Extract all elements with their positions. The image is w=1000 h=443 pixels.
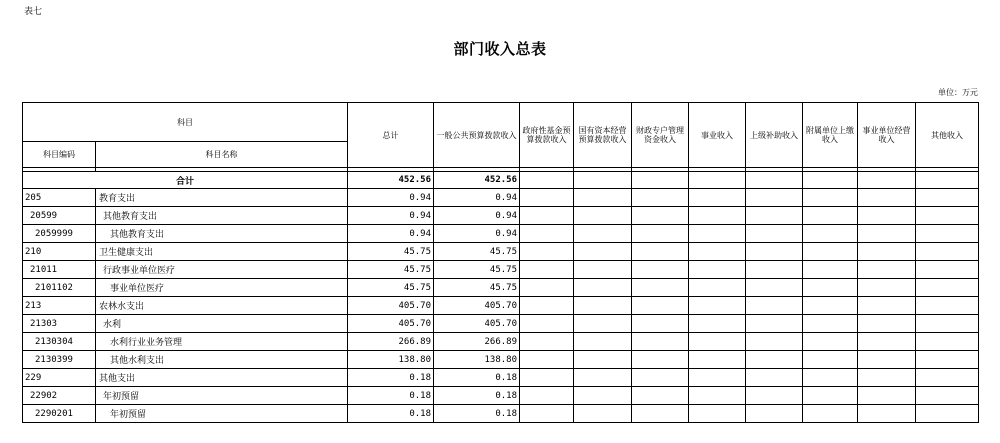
empty-cell [574,387,632,405]
empty-cell [746,261,803,279]
empty-cell [916,387,979,405]
empty-cell [858,351,916,369]
row-name: 水利行业业务管理 [96,333,348,351]
row-total: 138.80 [348,351,434,369]
header-total: 总计 [348,103,434,168]
empty-cell [858,333,916,351]
empty-cell [520,297,574,315]
empty-cell [632,351,689,369]
empty-cell [632,243,689,261]
empty-cell [632,279,689,297]
row-code: 229 [23,369,96,387]
row-total: 405.70 [348,297,434,315]
empty-cell [689,333,746,351]
row-general-budget: 405.70 [434,315,520,333]
row-code: 2130399 [23,351,96,369]
row-name: 农林水支出 [96,297,348,315]
row-general-budget: 0.94 [434,207,520,225]
empty-cell [689,279,746,297]
row-total: 405.70 [348,315,434,333]
empty-cell [803,243,858,261]
empty-cell [746,225,803,243]
empty-cell [916,315,979,333]
empty-cell [746,369,803,387]
row-total: 45.75 [348,261,434,279]
empty-cell [520,207,574,225]
empty-cell [689,315,746,333]
empty-cell [632,261,689,279]
empty-cell [916,405,979,423]
row-general-budget: 0.18 [434,369,520,387]
empty-cell [746,315,803,333]
header-general-budget: 一般公共预算拨款收入 [434,103,520,168]
empty-cell [746,333,803,351]
row-general-budget: 0.18 [434,387,520,405]
empty-cell [689,261,746,279]
empty-cell [520,315,574,333]
empty-cell [574,405,632,423]
table-row [23,279,979,297]
row-general-budget: 266.89 [434,333,520,351]
total-label: 合计 [23,172,348,189]
empty-cell [574,351,632,369]
empty-cell [858,189,916,207]
empty-cell [520,351,574,369]
header-subject: 科目 [23,103,348,142]
row-general-budget: 0.18 [434,405,520,423]
row-code: 20599 [23,207,96,225]
empty-cell [858,279,916,297]
row-total: 0.94 [348,207,434,225]
empty-cell [574,315,632,333]
empty-cell [520,369,574,387]
row-name: 教育支出 [96,189,348,207]
table-row [23,297,979,315]
row-name: 其他教育支出 [96,207,348,225]
empty-cell [858,387,916,405]
empty-cell [803,279,858,297]
empty-cell [746,387,803,405]
table-row [23,351,979,369]
empty-cell [803,369,858,387]
empty-cell [632,207,689,225]
header-business: 事业收入 [689,103,746,168]
empty-cell [632,315,689,333]
empty-cell [916,369,979,387]
empty-cell [632,333,689,351]
empty-cell [803,225,858,243]
row-code: 213 [23,297,96,315]
empty-cell [632,387,689,405]
row-name: 其他支出 [96,369,348,387]
empty-cell [746,351,803,369]
row-total: 266.89 [348,333,434,351]
total-value: 452.56 [348,172,434,189]
row-name: 其他教育支出 [96,225,348,243]
empty-cell [574,369,632,387]
empty-cell [803,297,858,315]
row-total: 0.94 [348,189,434,207]
empty-cell [746,297,803,315]
empty-cell [803,405,858,423]
row-total: 0.94 [348,225,434,243]
header-fiscal-special: 财政专户管理资金收入 [632,103,689,168]
empty-cell [689,207,746,225]
row-code: 2130304 [23,333,96,351]
empty-cell [689,369,746,387]
empty-cell [746,243,803,261]
row-code: 210 [23,243,96,261]
table-row [23,315,979,333]
empty-cell [574,297,632,315]
row-code: 2059999 [23,225,96,243]
row-code: 21011 [23,261,96,279]
empty-cell [803,189,858,207]
header-other: 其他收入 [916,103,979,168]
empty-cell [574,207,632,225]
empty-cell [574,333,632,351]
empty-cell [916,279,979,297]
row-general-budget: 405.70 [434,297,520,315]
empty-cell [858,315,916,333]
row-general-budget: 0.94 [434,225,520,243]
empty-cell [520,261,574,279]
empty-cell [574,279,632,297]
row-total: 45.75 [348,243,434,261]
empty-cell [746,279,803,297]
table-row [23,243,979,261]
empty-cell [916,333,979,351]
empty-cell [803,351,858,369]
empty-cell [803,207,858,225]
table-row [23,207,979,225]
empty-cell [689,387,746,405]
empty-cell [858,297,916,315]
unit-label: 单位：万元 [938,88,978,97]
empty-cell [803,315,858,333]
empty-cell [689,405,746,423]
table-row [23,189,979,207]
header-name: 科目名称 [96,142,348,168]
empty-cell [803,387,858,405]
empty-cell [858,405,916,423]
empty-cell [574,243,632,261]
total-general-budget: 452.56 [434,172,520,189]
empty-cell [520,189,574,207]
empty-cell [632,369,689,387]
empty-cell [632,405,689,423]
table-row [23,261,979,279]
empty-cell [803,333,858,351]
row-code: 22902 [23,387,96,405]
empty-cell [689,297,746,315]
header-affiliated: 附属单位上缴收入 [803,103,858,168]
empty-cell [574,261,632,279]
table-row [23,333,979,351]
empty-cell [632,189,689,207]
empty-cell [858,243,916,261]
empty-cell [689,243,746,261]
empty-cell [574,189,632,207]
empty-cell [689,351,746,369]
header-operating: 事业单位经营收入 [858,103,916,168]
empty-cell [916,243,979,261]
row-total: 0.18 [348,369,434,387]
row-code: 205 [23,189,96,207]
row-general-budget: 138.80 [434,351,520,369]
empty-cell [520,243,574,261]
empty-cell [916,297,979,315]
row-name: 事业单位医疗 [96,279,348,297]
header-superior-subsidy: 上级补助收入 [746,103,803,168]
table-row [23,387,979,405]
row-name: 卫生健康支出 [96,243,348,261]
empty-cell [858,207,916,225]
empty-cell [916,189,979,207]
empty-cell [858,369,916,387]
table-number-label: 表七 [24,7,43,17]
empty-cell [916,225,979,243]
empty-cell [916,351,979,369]
row-code: 2101102 [23,279,96,297]
row-total: 45.75 [348,279,434,297]
row-general-budget: 45.75 [434,261,520,279]
row-total: 0.18 [348,387,434,405]
row-total: 0.18 [348,405,434,423]
empty-cell [520,387,574,405]
empty-cell [632,225,689,243]
empty-cell [520,279,574,297]
row-name: 年初预留 [96,405,348,423]
row-general-budget: 45.75 [434,279,520,297]
empty-cell [746,207,803,225]
empty-cell [574,225,632,243]
empty-cell [520,405,574,423]
empty-cell [520,225,574,243]
row-name: 其他水利支出 [96,351,348,369]
income-summary-table [22,102,979,423]
header-state-capital: 国有资本经营预算拨款收入 [574,103,632,168]
row-code: 2290201 [23,405,96,423]
header-gov-fund: 政府性基金预算拨款收入 [520,103,574,168]
empty-cell [632,297,689,315]
row-name: 年初预留 [96,387,348,405]
empty-cell [689,225,746,243]
empty-cell [520,333,574,351]
empty-cell [746,405,803,423]
header-code: 科目编码 [23,142,96,168]
row-general-budget: 45.75 [434,243,520,261]
empty-cell [858,261,916,279]
empty-cell [916,207,979,225]
empty-cell [689,189,746,207]
table-row [23,225,979,243]
empty-cell [858,225,916,243]
empty-cell [803,261,858,279]
table-row [23,405,979,423]
row-code: 21303 [23,315,96,333]
row-name: 行政事业单位医疗 [96,261,348,279]
total-row [23,172,979,189]
table-row [23,369,979,387]
page-title: 部门收入总表 [453,40,547,58]
empty-cell [746,189,803,207]
empty-cell [916,261,979,279]
header-row [23,103,979,142]
row-name: 水利 [96,315,348,333]
row-general-budget: 0.94 [434,189,520,207]
